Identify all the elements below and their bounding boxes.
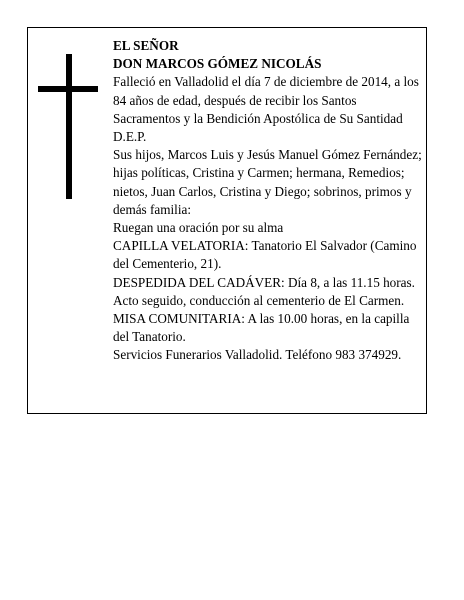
heading-title: EL SEÑOR [113,38,179,53]
family-paragraph: Sus hijos, Marcos Luis y Jesús Manuel Gómez Fernández; hijas políticas, Cristina y Carmen; hermana, Remedios; nietos, Juan Carlos, Cristina y Diego; sobrinos, primos y demás familia: [113,147,422,217]
farewell-info: DESPEDIDA DEL CADÁVER: Día 8, a las 11.15 horas. Acto seguido, conducción al cementerio de El Carmen. [113,274,415,308]
obituary-notice [27,27,427,414]
death-statement: Falleció en Valladolid el día 7 de diciembre de 2014, a los 84 años de edad, después de recibir los Santos Sacramentos y la Bendición Apostólica de Su Santidad D.E.P. [113,74,419,145]
mass-info: MISA COMUNITARIA: A las 10.00 horas, en la capilla del Tanatorio. [113,311,410,345]
cross-vertical-bar [66,54,72,199]
cross-horizontal-bar [38,86,98,92]
prayer-request: Ruegan una oración por su alma [113,220,284,236]
cross-icon [38,54,98,199]
deceased-name: DON MARCOS GÓMEZ NICOLÁS [113,56,322,72]
notice-text [113,37,425,365]
funeral-services-info: Servicios Funerarios Valladolid. Teléfono 983 374929. [113,347,402,363]
chapel-info: CAPILLA VELATORIA: Tanatorio El Salvador (Camino del Cementerio, 21). [113,238,417,272]
